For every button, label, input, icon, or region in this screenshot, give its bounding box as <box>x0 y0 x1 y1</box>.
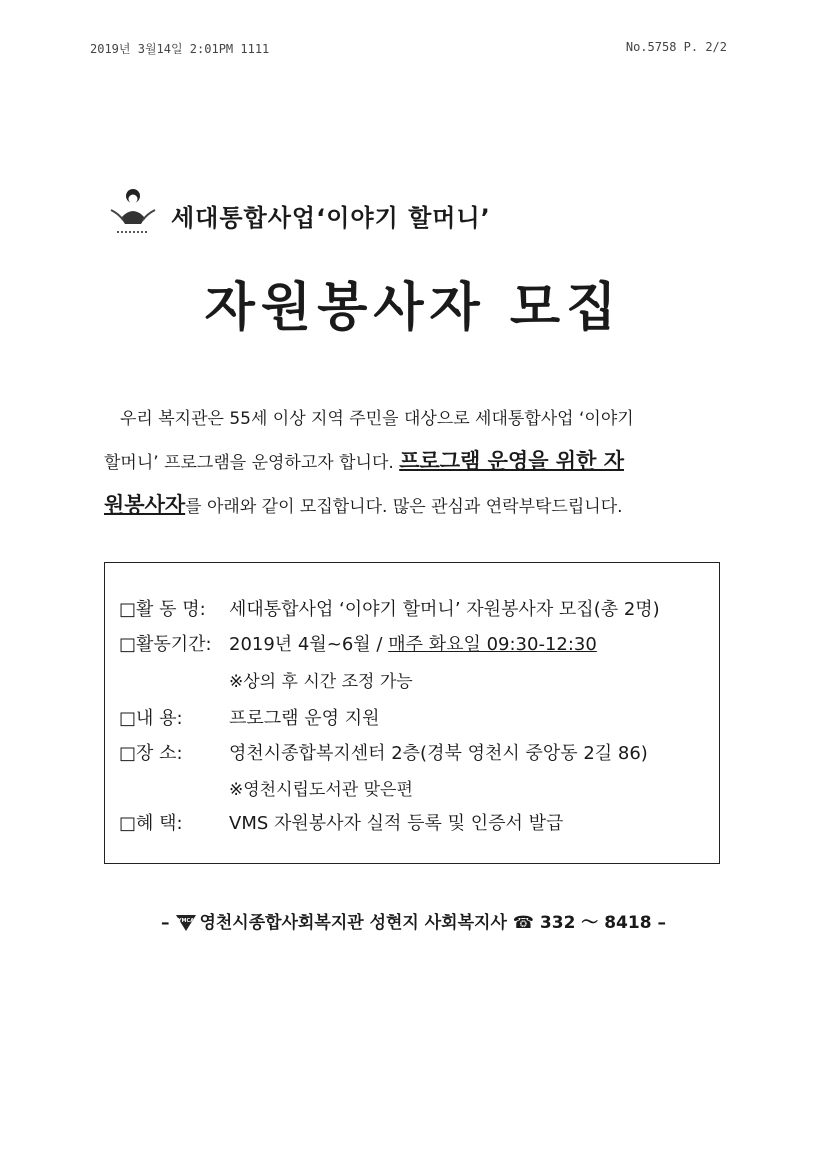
content-row <box>119 704 380 734</box>
benefit-label: □혜 택: <box>119 813 183 834</box>
activity-value: 세대통합사업 ‘이야기 할머니’ 자원봉사자 모집(총 2명) <box>229 599 660 620</box>
page-title: 자원봉사자 모집 <box>204 278 623 338</box>
intro-line-3-text: 를 아래와 같이 모집합니다. 많은 관심과 연락부탁드립니다. <box>185 497 623 517</box>
benefit-row <box>119 809 563 839</box>
intro-line-1: 우리 복지관은 55세 이상 지역 주민을 대상으로 세대통합사업 ‘이야기 <box>120 409 634 429</box>
intro-line-2 <box>104 440 734 484</box>
contact-footer <box>0 908 827 933</box>
place-note: ※영천시립도서관 맞은편 <box>229 780 413 800</box>
place-label: □장 소: <box>119 743 183 764</box>
intro-line-2-text: 할머니’ 프로그램을 운영하고자 합니다. <box>104 453 394 473</box>
program-subtitle: 세대통합사업‘이야기 할머니’ <box>171 204 491 232</box>
fax-timestamp: 2019년 3월14일 2:01PM 1111 <box>90 42 270 56</box>
intro-paragraph <box>104 398 734 528</box>
activity-label: □활 동 명: <box>119 599 206 620</box>
storyteller-grandmother-logo-icon <box>105 184 161 240</box>
activity-row <box>119 595 660 625</box>
fax-page-number: No.5758 P. 2/2 <box>625 40 727 54</box>
footer-organization: 영천시종합사회복지관 성현지 사회복지사 <box>199 913 507 933</box>
period-value: 2019년 4월~6월 / <box>229 634 383 655</box>
footer-phone: 332 ～ 8418 <box>539 913 652 933</box>
content-value: 프로그램 운영 지원 <box>229 708 380 729</box>
period-schedule: 매주 화요일 09:30-12:30 <box>388 634 597 655</box>
benefit-value: VMS 자원봉사자 실적 등록 및 인증서 발급 <box>229 813 564 834</box>
footer-dash-left: – <box>161 913 170 933</box>
intro-highlight-1: 프로그램 운영을 위한 자 <box>399 449 624 473</box>
period-row <box>119 630 597 660</box>
period-label: □활동기간: <box>119 634 212 655</box>
details-box <box>104 562 720 864</box>
subtitle-row <box>105 184 665 244</box>
fax-header <box>90 40 727 58</box>
place-value: 영천시종합복지센터 2층(경북 영천시 중앙동 2길 86) <box>229 743 648 764</box>
content-label: □내 용: <box>119 708 183 729</box>
place-row <box>119 739 648 769</box>
period-note: ※상의 후 시간 조정 가능 <box>229 672 413 692</box>
svg-text:YMCA: YMCA <box>178 918 195 924</box>
footer-dash-right: – <box>657 913 666 933</box>
intro-line-3 <box>104 484 734 528</box>
phone-icon: ☎ <box>512 913 534 933</box>
intro-highlight-2: 원봉사자 <box>104 493 186 517</box>
ymca-logo-icon <box>175 914 197 932</box>
